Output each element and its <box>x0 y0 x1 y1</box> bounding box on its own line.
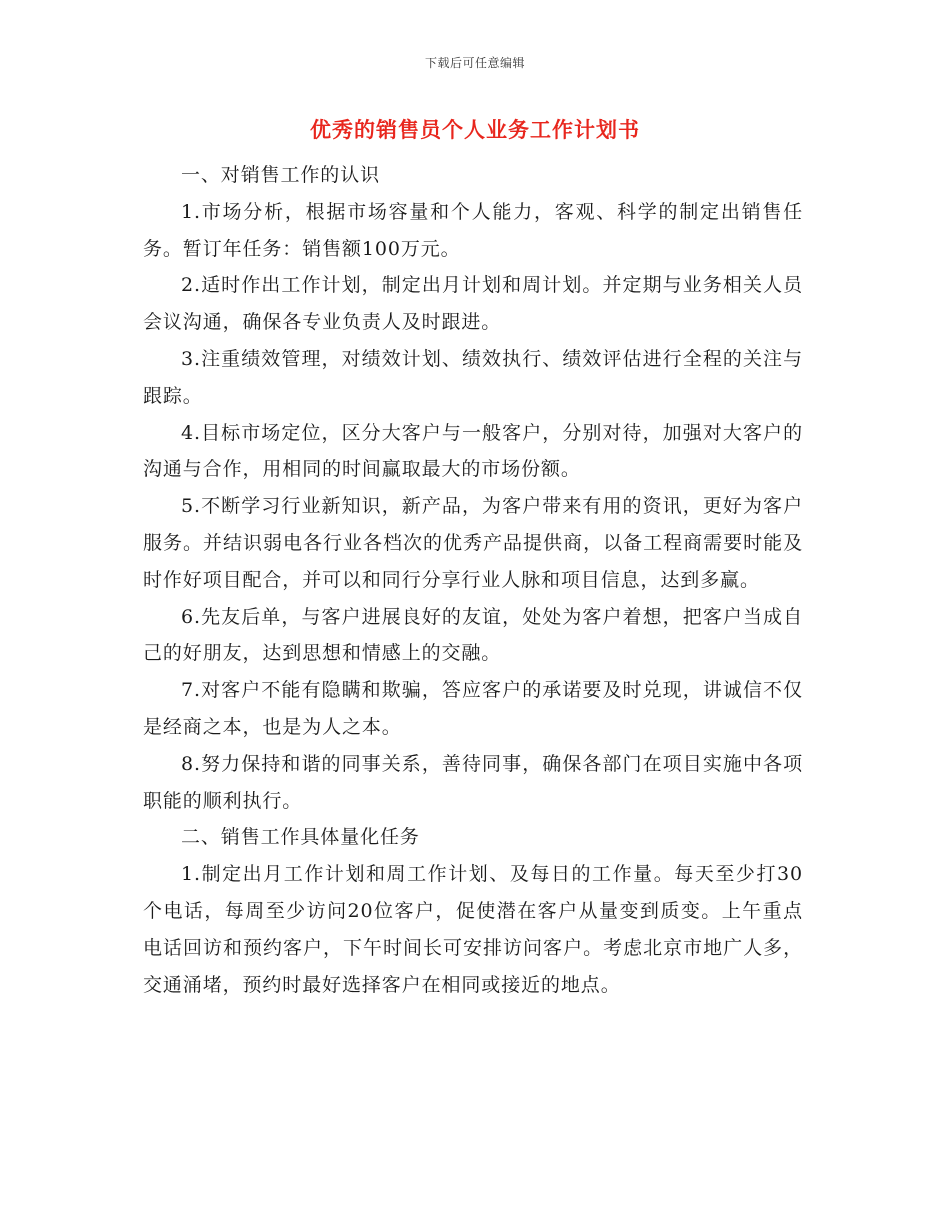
document-body <box>143 157 803 1003</box>
section-heading-understanding: 一、对销售工作的认识 <box>181 164 381 186</box>
paragraph-continuous-learning: 5.不断学习行业新知识，新产品，为客户带来有用的资讯，更好为客户服务。并结识弱电各行业各档次的优秀产品提供商，以备工程商需要时能及时作好项目配合，并可以和同行分享行业人脉和项目信息，达到多赢。 <box>143 495 803 591</box>
header-note: 下载后可任意编辑 <box>424 56 525 70</box>
document-title: 优秀的销售员个人业务工作计划书 <box>310 117 640 142</box>
paragraph-colleague-relations: 8.努力保持和谐的同事关系，善待同事，确保各部门在项目实施中各项职能的顺利执行。 <box>143 752 803 812</box>
paragraph-market-positioning: 4.目标市场定位，区分大客户与一般客户，分别对待，加强对大客户的沟通与合作，用相同的时间赢取最大的市场份额。 <box>143 421 803 481</box>
section-heading-quantified-tasks: 二、销售工作具体量化任务 <box>181 826 420 849</box>
paragraph-customer-friendship: 6.先友后单，与客户进展良好的友谊，处处为客户着想，把客户当成自己的好朋友，达到思想和情感上的交融。 <box>143 605 803 665</box>
paragraph-market-analysis: 1.市场分析，根据市场容量和个人能力，客观、科学的制定出销售任务。暂订年任务：销售额100万元。 <box>143 200 803 260</box>
paragraph-performance-management: 3.注重绩效管理，对绩效计划、绩效执行、绩效评估进行全程的关注与跟踪。 <box>143 347 803 407</box>
paragraph-daily-workload: 1.制定出月工作计划和周工作计划、及每日的工作量。每天至少打30个电话，每周至少访问20位客户，促使潜在客户从量变到质变。上午重点电话回访和预约客户，下午时间长可安排访问客户。考虑北京市地广人多，交通涌堵，预约时最好选择客户在相同或接近的地点。 <box>143 863 803 996</box>
paragraph-work-plan: 2.适时作出工作计划，制定出月计划和周计划。并定期与业务相关人员会议沟通，确保各专业负责人及时跟进。 <box>143 274 803 334</box>
paragraph-integrity: 7.对客户不能有隐瞒和欺骗，答应客户的承诺要及时兑现，讲诚信不仅是经商之本，也是为人之本。 <box>143 679 803 738</box>
